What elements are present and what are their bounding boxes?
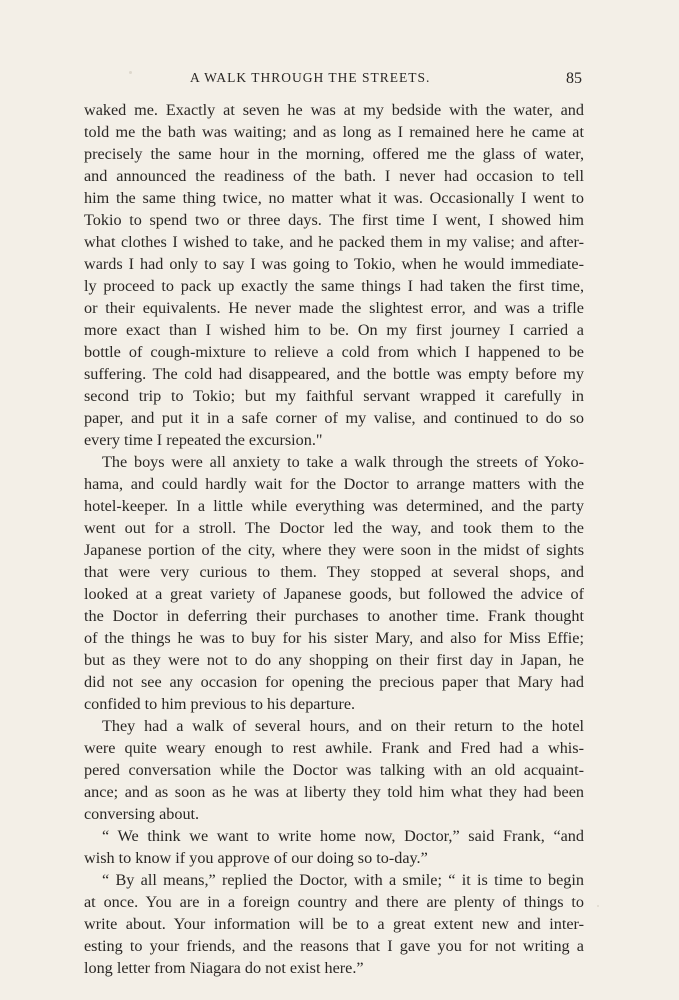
paragraph [84,715,584,825]
text-line: esting to your friends, and the reasons that I gave you for not writing a [84,937,584,955]
text-line: bottle of cough-mixture to relieve a cold from which I happened to be [84,343,584,361]
paper-speck [597,905,599,907]
text-line: the Doctor in deferring their purchases to another time. Frank thought [84,607,584,625]
text-line: confided to him previous to his departure. [84,695,356,713]
text-line: pered conversation while the Doctor was talking with an old acquaint- [84,761,584,779]
text-line: They had a walk of several hours, and on their return to the hotel [102,717,584,735]
text-line: that were very curious to them. They stopped at several shops, and [84,563,584,581]
chapter-title: A WALK THROUGH THE STREETS. [190,70,431,85]
text-line: did not see any occasion for opening the precious paper that Mary had [84,673,584,691]
text-line: waked me. Exactly at seven he was at my bedside with the water, and [84,101,584,119]
text-line: at once. You are in a foreign country and there are plenty of things to [84,893,584,911]
paragraph [84,451,584,715]
paper-speck [129,71,132,74]
text-line: “ By all means,” replied the Doctor, with a smile; “ it is time to begin [102,871,584,889]
text-line: write about. Your information will be to a great extent new and inter- [84,915,584,933]
text-line: more exact than I wished him to be. On my first journey I carried a [84,321,584,339]
text-line: him the same thing twice, no matter what it was. Occasionally I went to [84,189,584,207]
text-line: The boys were all anxiety to take a walk through the streets of Yoko- [102,453,584,471]
page-number: 85 [566,70,582,87]
text-line: Japanese portion of the city, where they were soon in the midst of sights [84,541,584,559]
text-line: second trip to Tokio; but my faithful servant wrapped it carefully in [84,387,584,405]
paragraph [84,869,584,979]
text-line: went out for a stroll. The Doctor led the way, and took them to the [84,519,584,537]
text-line: wish to know if you approve of our doing so to-day.” [84,849,428,867]
text-line: ance; and as soon as he was at liberty they told him what they had been [84,783,584,801]
text-line: hama, and could hardly wait for the Doctor to arrange matters with the [84,475,584,493]
text-line: were quite weary enough to rest awhile. Frank and Fred had a whis- [84,739,584,757]
text-line: conversing about. [84,805,200,823]
body-text [84,99,584,979]
text-line: and announced the readiness of the bath. I never had occasion to tell [84,167,584,185]
running-header [0,70,679,90]
paragraph [84,99,584,451]
text-line: precisely the same hour in the morning, offered me the glass of water, [84,145,584,163]
text-line: paper, and put it in a safe corner of my valise, and continued to do so [84,409,584,427]
text-line: hotel-keeper. In a little while everything was determined, and the party [84,497,584,515]
text-line: every time I repeated the excursion." [84,431,323,449]
text-line: suffering. The cold had disappeared, and the bottle was empty before my [84,365,584,383]
text-line: Tokio to spend two or three days. The first time I went, I showed him [84,211,584,229]
text-line: of the things he was to buy for his sister Mary, and also for Miss Effie; [84,629,584,647]
text-line: ly proceed to pack up exactly the same things I had taken the first time, [84,277,584,295]
text-line: what clothes I wished to take, and he packed them in my valise; and after- [84,233,584,251]
text-line: “ We think we want to write home now, Doctor,” said Frank, “and [102,827,584,845]
text-line: but as they were not to do any shopping on their first day in Japan, he [84,651,584,669]
text-line: looked at a great variety of Japanese goods, but followed the advice of [84,585,584,603]
paragraph [84,825,584,869]
text-line: long letter from Niagara do not exist here.” [84,959,364,977]
text-line: told me the bath was waiting; and as long as I remained here he came at [84,123,584,141]
text-line: wards I had only to say I was going to Tokio, when he would immediate- [84,255,584,273]
text-line: or their equivalents. He never made the slightest error, and was a trifle [84,299,584,317]
